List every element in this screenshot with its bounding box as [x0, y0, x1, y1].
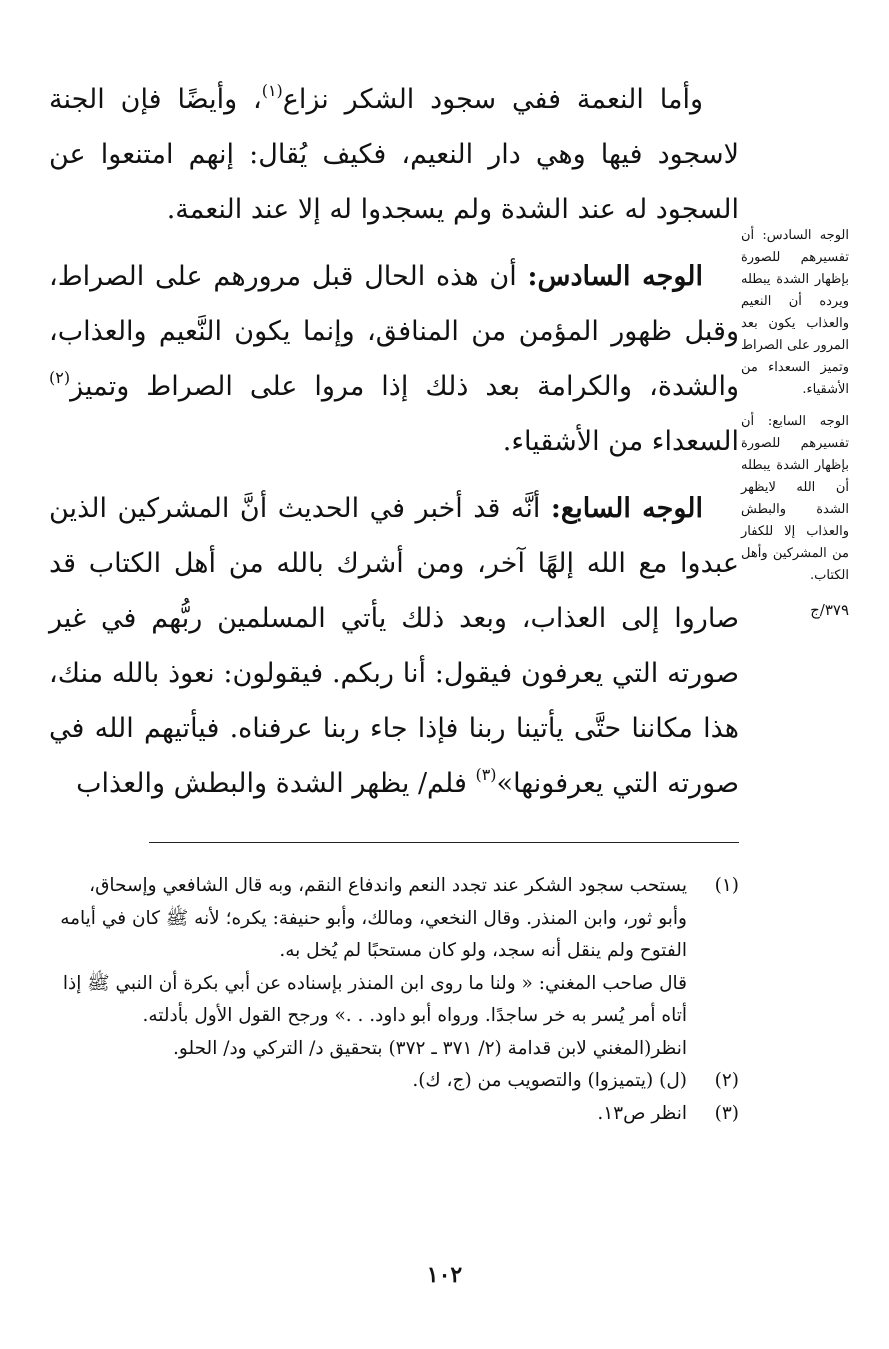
- footnote-ref-3[interactable]: (٣): [475, 765, 497, 784]
- margin-notes: [741, 225, 849, 621]
- paragraph-2-text-a: أن هذه الحال قبل مرورهم على الصراط، وقبل ظهور المؤمن من المنافق، وإنما يكون النَّعيم والعذاب، والشدة، والكرامة بعد ذلك إذا مروا على الصراط وتميز: [49, 261, 739, 402]
- paragraph-1-text-a: وأما النعمة ففي سجود الشكر نزاع: [282, 84, 703, 115]
- paragraph-2: [49, 249, 739, 469]
- paragraph-2-heading: الوجه السادس:: [527, 261, 703, 292]
- footnote-separator: [149, 842, 739, 843]
- paragraph-3-text-a: أنَّه قد أخبر في الحديث أنَّ المشركين الذين عبدوا مع الله إلهًا آخر، ومن أشرك بالله من أهل الكتاب قد صاروا إلى العذاب، وبعد ذلك يأتي المسلمين ربُّهم في غير صورته التي يعرفون فيقول: أنا ربكم. فيقولون: نعوذ بالله منك، هذا مكاننا حتَّى يأتينا ربنا فإذا جاء ربنا عرفناه. فيأتيهم الله في صورته التي يعرفونها»: [49, 493, 739, 799]
- footnote-1-body: [59, 870, 687, 1065]
- footnote-1-line-1: يستحب سجود الشكر عند تجدد النعم واندفاع النقم، وبه قال الشافعي وإسحاق، وأبو ثور، وابن المنذر. وقال النخعي، ومالك، وأبو حنيفة: يكره؛ لأنه ﷺ كان في أيامه الفتوح ولم ينقل أنه سجد، ولو كان مستحبًا لم يُخل به.: [60, 875, 687, 961]
- footnote-1-line-2: قال صاحب المغني: « ولنا ما روى ابن المنذر بإسناده عن أبي بكرة أن النبي ﷺ إذا أتاه أمر يُسر به خر ساجدًا. ورواه أبو داود. . .» ورجح القول الأول بأدلته.: [62, 972, 687, 1026]
- footnotes-section: [59, 870, 739, 1130]
- margin-note-sixth-aspect: الوجه السادس: أن تفسيرهم للصورة بإظهار الشدة يبطله ويرده أن النعيم والعذاب يكون بعد المرور على الصراط وتميز السعداء من الأشقياء.: [741, 228, 849, 397]
- footnote-3: [59, 1098, 739, 1131]
- paragraph-1-text-b: ، وأيضًا فإن الجنة لاسجود فيها وهي دار النعيم، فكيف يُقال: إنهم امتنعوا عن السجود له عند الشدة ولم يسجدوا له إلا عند النعمة.: [49, 84, 739, 225]
- paragraph-1: [49, 72, 739, 237]
- footnote-2: [59, 1065, 739, 1098]
- paragraph-3-heading: الوجه السابع:: [550, 493, 703, 524]
- manuscript-folio-reference: ٣٧٩/ج: [810, 601, 849, 619]
- main-text-block: [49, 72, 739, 811]
- footnote-1-number: (١): [714, 875, 739, 896]
- footnote-3-body: [59, 1098, 687, 1131]
- footnote-1: [59, 870, 739, 1065]
- footnote-2-number: (٢): [714, 1070, 739, 1091]
- footnote-ref-2[interactable]: (٢): [49, 368, 71, 387]
- footnote-2-body: [59, 1065, 687, 1098]
- paragraph-3: [49, 481, 739, 811]
- margin-note-seventh-aspect: الوجه السابع: أن تفسيرهم للصورة بإظهار الشدة يبطله أن الله لايظهر الشدة والبطش والعذاب إلا للكفار من المشركين وأهل الكتاب.: [741, 414, 849, 583]
- footnote-2-line-1: (ل) (يتميزوا) والتصويب من (ج، ك).: [412, 1070, 687, 1091]
- paragraph-3-text-b: فلم/ يظهر الشدة والبطش والعذاب: [76, 768, 476, 799]
- page-number: ١٠٢: [426, 1262, 463, 1288]
- footnote-3-number: (٣): [714, 1102, 739, 1124]
- footnote-1-line-3: انظر(المغني لابن قدامة (٢/ ٣٧١ ـ ٣٧٢) بتحقيق د/ التركي ود/ الحلو.: [173, 1037, 687, 1059]
- footnote-ref-1[interactable]: (١): [261, 81, 283, 100]
- footnote-3-line-1: انظر ص١٣.: [597, 1102, 687, 1124]
- paragraph-2-text-b: السعداء من الأشقياء.: [502, 426, 739, 457]
